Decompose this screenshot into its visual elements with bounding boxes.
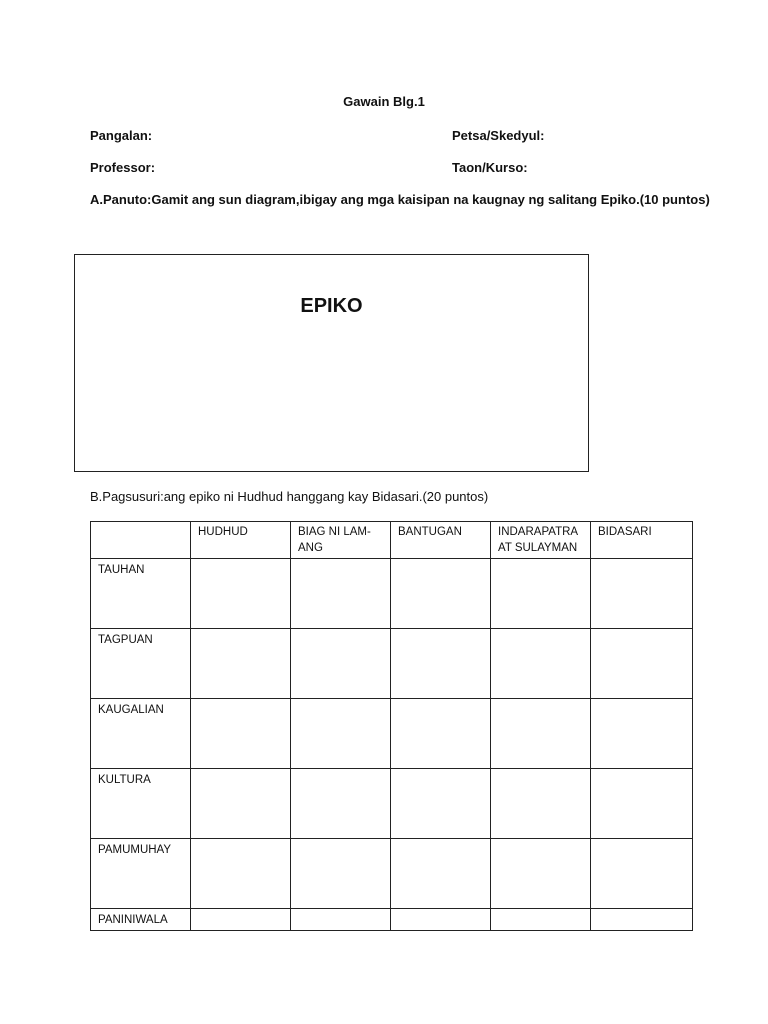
table-cell (391, 699, 491, 769)
epic-analysis-table (90, 521, 693, 931)
table-cell (491, 559, 591, 629)
table-cell (591, 909, 693, 931)
table-corner-cell (91, 522, 191, 559)
column-header-indarapatra-at-sulayman: INDARAPATRA AT SULAYMAN (491, 522, 591, 559)
table-cell (291, 769, 391, 839)
table-cell (591, 839, 693, 909)
column-header-biag-ni-lam-ang: BIAG NI LAM-ANG (291, 522, 391, 559)
table-row (91, 629, 693, 699)
table-cell (291, 629, 391, 699)
professor-field-label: Professor: (90, 160, 156, 175)
row-label-paniniwala: PANINIWALA (91, 909, 191, 931)
year-course-field-label: Taon/Kurso: (452, 160, 528, 175)
row-label-kaugalian: KAUGALIAN (91, 699, 191, 769)
table-cell (591, 559, 693, 629)
table-cell (391, 909, 491, 931)
table-row (91, 839, 693, 909)
name-field-label: Pangalan: (90, 128, 153, 143)
table-cell (591, 629, 693, 699)
row-label-kultura: KULTURA (91, 769, 191, 839)
table-cell (291, 839, 391, 909)
column-header-hudhud: HUDHUD (191, 522, 291, 559)
table-header-row (91, 522, 693, 559)
table-cell (591, 769, 693, 839)
table-cell (291, 909, 391, 931)
table-row (91, 559, 693, 629)
instruction-b: B.Pagsusuri:ang epiko ni Hudhud hanggang kay Bidasari.(20 puntos) (90, 489, 489, 504)
table-cell (491, 909, 591, 931)
table-cell (191, 699, 291, 769)
table-cell (291, 559, 391, 629)
table-cell (491, 839, 591, 909)
table-cell (391, 839, 491, 909)
row-label-tauhan: TAUHAN (91, 559, 191, 629)
table-cell (191, 909, 291, 931)
sun-diagram-label: EPIKO (300, 295, 363, 317)
table-cell (291, 699, 391, 769)
table-cell (391, 769, 491, 839)
table-cell (191, 769, 291, 839)
document-title: Gawain Blg.1 (343, 94, 425, 109)
table-row (91, 909, 693, 931)
row-label-tagpuan: TAGPUAN (91, 629, 191, 699)
table-cell (491, 699, 591, 769)
column-header-bantugan: BANTUGAN (391, 522, 491, 559)
table-row (91, 699, 693, 769)
date-schedule-field-label: Petsa/Skedyul: (452, 128, 545, 143)
table-cell (591, 699, 693, 769)
table-cell (491, 629, 591, 699)
table-cell (491, 769, 591, 839)
table-cell (391, 559, 491, 629)
column-header-bidasari: BIDASARI (591, 522, 693, 559)
table-cell (391, 629, 491, 699)
sun-diagram-box (74, 254, 589, 472)
row-label-pamumuhay: PAMUMUHAY (91, 839, 191, 909)
table-cell (191, 629, 291, 699)
table-row (91, 769, 693, 839)
table-cell (191, 559, 291, 629)
table-cell (191, 839, 291, 909)
instruction-a: A.Panuto:Gamit ang sun diagram,ibigay ang mga kaisipan na kaugnay ng salitang Epiko.(10 puntos) (90, 192, 710, 207)
